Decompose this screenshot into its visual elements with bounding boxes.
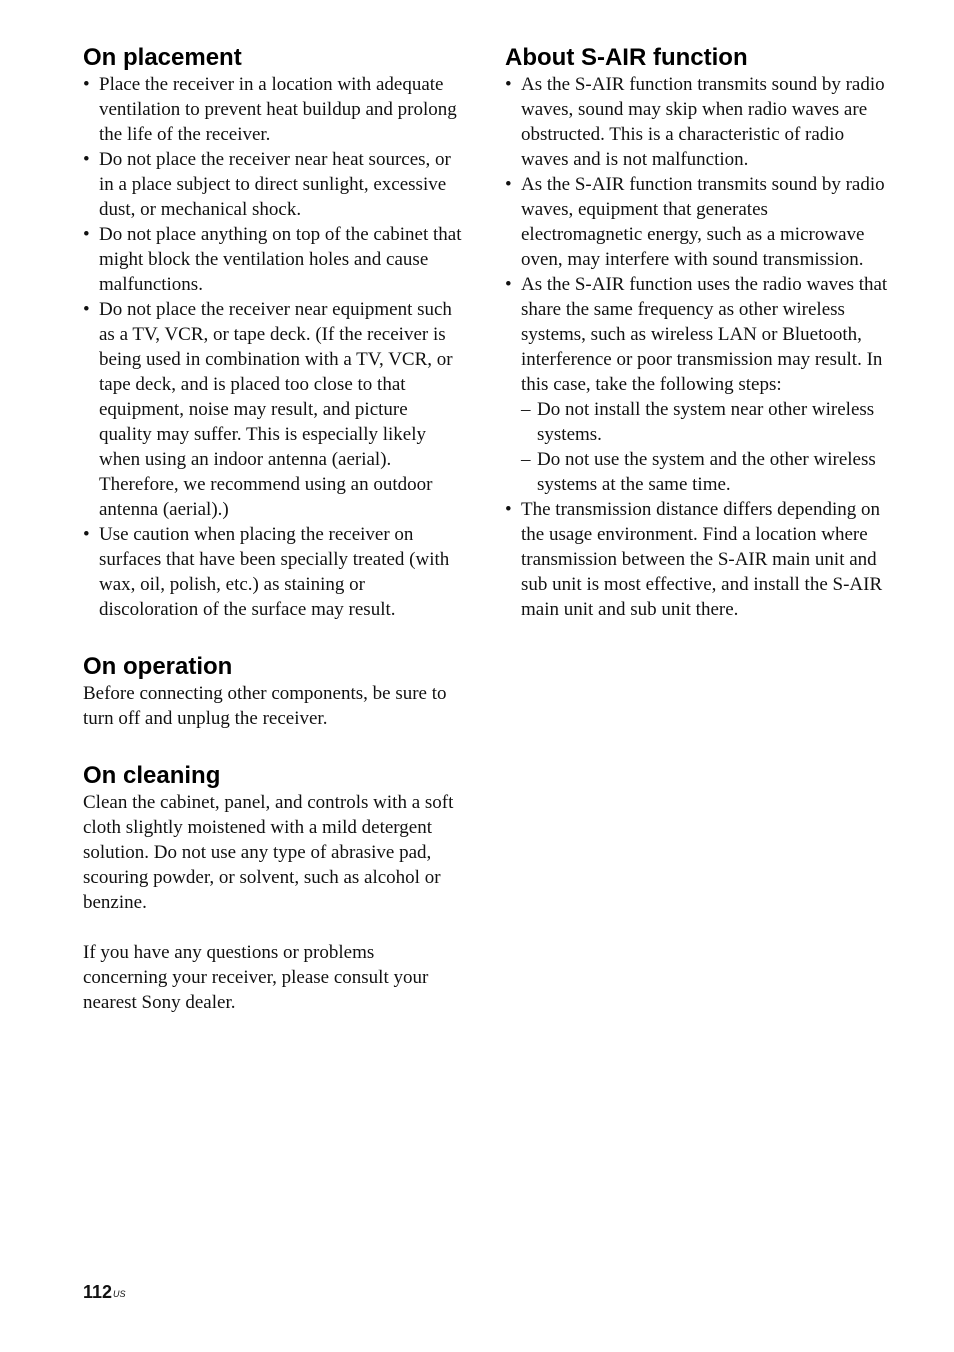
bullet-icon: • [83,149,90,170]
list-item [505,497,890,622]
list-item-text: Do not place the receiver near equipment such as a TV, VCR, or tape deck. (If the receiver is being used in combination with a TV, VCR, or tape deck, and is placed too close to that equipment, noise may result, and picture quality may suffer. This is especially likely when using an indoor antenna (aerial). Therefore, we recommend using an outdoor antenna (aerial).) [99,299,453,520]
list-item [83,222,463,297]
step-text: Do not use the system and the other wireless systems at the same time. [537,449,876,495]
list-item-text: As the S-AIR function uses the radio waves that share the same frequency as other wireless systems, such as wireless LAN or Bluetooth, interference or poor transmission may result. In this case, take the following steps: [521,274,888,395]
list-item-text: The transmission distance differs depending on the usage environment. Find a location where transmission between the S-AIR main unit and sub unit is most effective, and install the S-AIR main unit and sub unit there. [521,499,883,620]
page-number-value: 112 [83,1282,113,1302]
right-column [505,44,890,622]
sair-list [505,72,890,622]
placement-list [83,72,463,622]
list-item-text: Use caution when placing the receiver on surfaces that have been specially treated (with wax, oil, polish, etc.) as staining or discoloration of the surface may result. [99,524,450,620]
step-item [521,447,890,497]
list-item [83,147,463,222]
bullet-icon: • [83,224,90,245]
operation-section [83,653,463,731]
bullet-icon: • [83,524,90,545]
bullet-icon: • [505,274,512,295]
bullet-icon: • [505,174,512,195]
bullet-icon: • [83,299,90,320]
list-item [505,72,890,172]
sair-section [505,44,890,622]
list-item-text: Do not place the receiver near heat sources, or in a place subject to direct sunlight, excessive dust, or mechanical shock. [99,149,451,220]
list-item-text: As the S-AIR function transmits sound by radio waves, sound may skip when radio waves are obstructed. This is a characteristic of radio waves and is not malfunction. [521,74,885,170]
list-item [83,522,463,622]
list-item-text: Do not place anything on top of the cabinet that might block the ventilation holes and cause malfunctions. [99,224,462,295]
operation-heading: On operation [83,653,233,680]
placement-heading: On placement [83,44,242,71]
contact-text: If you have any questions or problems concerning your receiver, please consult your nearest Sony dealer. [83,942,429,1013]
page-number [83,1281,126,1303]
bullet-icon: • [505,74,512,95]
dash-icon: – [521,449,531,470]
spacer [83,731,463,762]
list-item [505,272,890,497]
left-column [83,44,463,1015]
list-item [83,297,463,522]
step-text: Do not install the system near other wireless systems. [537,399,875,445]
spacer [83,915,463,940]
placement-section [83,44,463,622]
sair-heading: About S-AIR function [505,44,748,71]
cleaning-heading: On cleaning [83,762,221,789]
bullet-icon: • [505,499,512,520]
list-item-text: Place the receiver in a location with adequate ventilation to prevent heat buildup and prolong the life of the receiver. [99,74,457,145]
dash-icon: – [521,399,531,420]
list-item-text: As the S-AIR function transmits sound by radio waves, equipment that generates electromagnetic energy, such as a microwave oven, may interfere with sound transmission. [521,174,885,270]
step-item [521,397,890,447]
bullet-icon: • [83,74,90,95]
cleaning-section [83,762,463,1015]
list-item [83,72,463,147]
operation-text: Before connecting other components, be sure to turn off and unplug the receiver. [83,683,447,729]
spacer [83,622,463,653]
steps-list [521,397,890,497]
list-item [505,172,890,272]
region-suffix: US [113,1289,126,1299]
cleaning-text: Clean the cabinet, panel, and controls with a soft cloth slightly moistened with a mild detergent solution. Do not use any type of abrasive pad, scouring powder, or solvent, such as alcohol or benzine. [83,792,454,913]
